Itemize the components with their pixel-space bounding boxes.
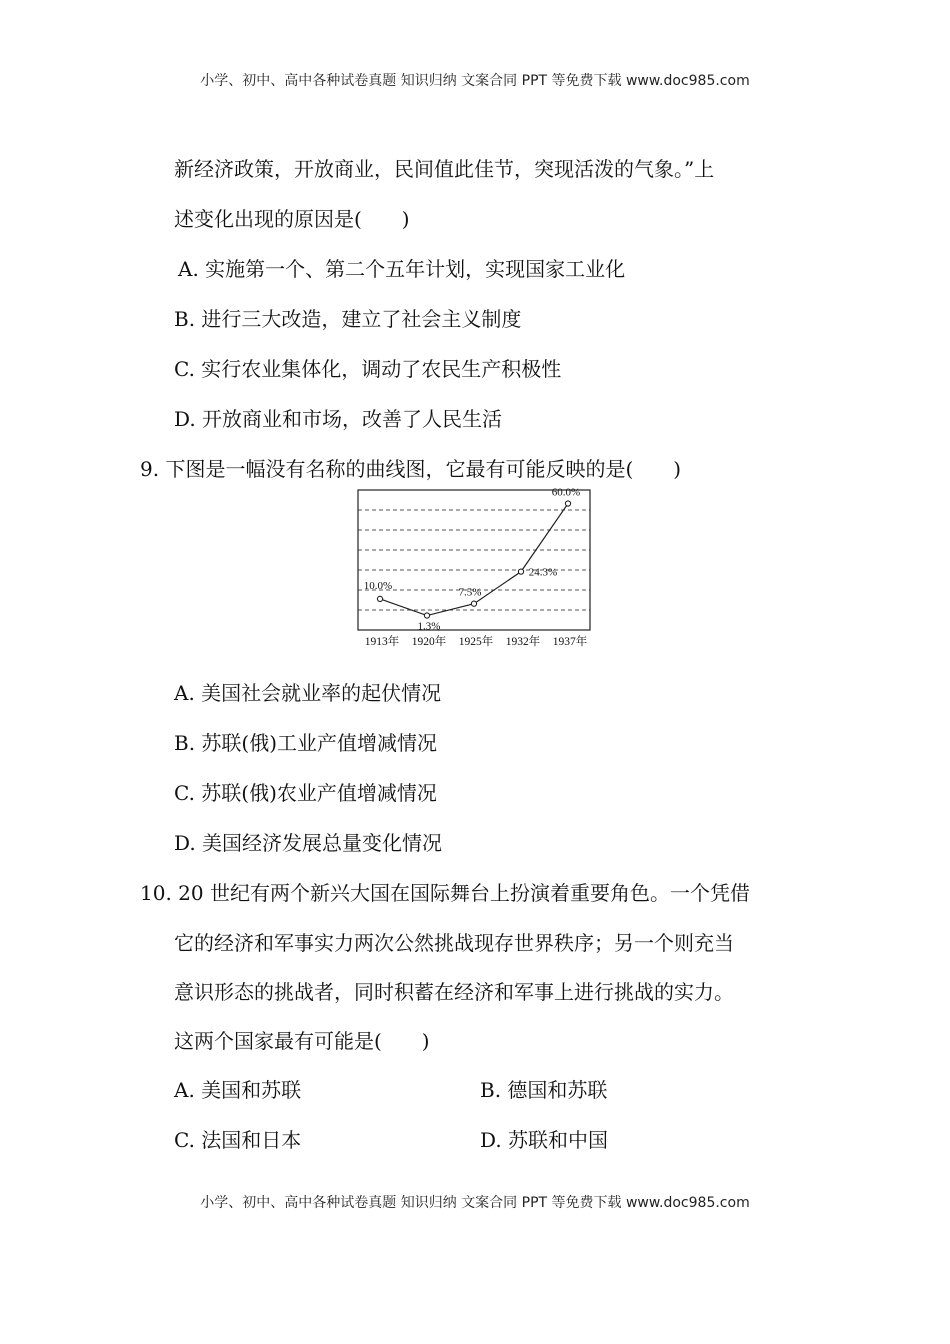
page-footer: 小学、初中、高中各种试卷真题 知识归纳 文案合同 PPT 等免费下载 www.doc985.com bbox=[200, 1195, 750, 1211]
q9-stem: 9. 下图是一幅没有名称的曲线图，它最有可能反映的是( ) bbox=[140, 457, 682, 481]
q10-option-a: A. 美国和苏联 bbox=[174, 1078, 302, 1102]
q8-option-d: D. 开放商业和市场，改善了人民生活 bbox=[174, 407, 503, 431]
q8-stem-line1: 新经济政策，开放商业，民间值此佳节，突现活泼的气象。”上 bbox=[174, 157, 715, 181]
chart-data-label: 7.5% bbox=[458, 586, 482, 599]
q10-stem-line3: 意识形态的挑战者，同时积蓄在经济和军事上进行挑战的实力。 bbox=[174, 980, 734, 1004]
chart-point bbox=[518, 569, 523, 574]
chart-x-tick-label: 1937年 bbox=[552, 636, 588, 648]
q9-line-chart bbox=[340, 488, 600, 653]
chart-plot-frame bbox=[358, 490, 590, 630]
chart-ticks bbox=[365, 634, 588, 648]
chart-point bbox=[377, 596, 382, 601]
q8-option-b: B. 进行三大改造，建立了社会主义制度 bbox=[174, 307, 522, 331]
chart-point bbox=[471, 601, 476, 606]
chart-x-tick-label: 1920年 bbox=[411, 636, 447, 648]
q10-stem-line2: 它的经济和军事实力两次公然挑战现存世界秩序；另一个则充当 bbox=[174, 931, 734, 955]
chart-series-line bbox=[380, 504, 568, 616]
q9-option-d: D. 美国经济发展总量变化情况 bbox=[174, 831, 443, 855]
chart-data-label: 60.0% bbox=[551, 488, 581, 499]
chart-x-tick-label: 1932年 bbox=[505, 636, 541, 648]
page-header: 小学、初中、高中各种试卷真题 知识归纳 文案合同 PPT 等免费下载 www.doc985.com bbox=[200, 73, 750, 89]
q9-option-c: C. 苏联(俄)农业产值增减情况 bbox=[174, 781, 437, 805]
chart-frame bbox=[358, 490, 590, 630]
chart-data-label: 1.3% bbox=[417, 620, 441, 633]
chart-point bbox=[565, 501, 570, 506]
chart-data-label: 10.0% bbox=[363, 579, 393, 592]
chart-x-tick-label: 1913年 bbox=[364, 636, 400, 648]
q10-option-c: C. 法国和日本 bbox=[174, 1128, 302, 1152]
q10-stem-line4: 这两个国家最有可能是( ) bbox=[174, 1029, 430, 1053]
chart-data-label: 24.3% bbox=[528, 566, 558, 579]
q8-option-c: C. 实行农业集体化，调动了农民生产积极性 bbox=[174, 357, 562, 381]
q8-option-a: A. 实施第一个、第二个五年计划，实现国家工业化 bbox=[178, 257, 626, 281]
q10-option-b: B. 德国和苏联 bbox=[480, 1078, 608, 1102]
q8-stem-line2: 述变化出现的原因是( ) bbox=[174, 207, 410, 231]
q10-option-d: D. 苏联和中国 bbox=[480, 1128, 609, 1152]
chart-x-tick-label: 1925年 bbox=[458, 636, 494, 648]
q10-stem-line1: 10. 20 世纪有两个新兴大国在国际舞台上扮演着重要角色。一个凭借 bbox=[140, 881, 750, 905]
q9-option-a: A. 美国社会就业率的起伏情况 bbox=[174, 681, 442, 705]
q9-option-b: B. 苏联(俄)工业产值增减情况 bbox=[174, 731, 438, 755]
chart-point bbox=[424, 613, 429, 618]
